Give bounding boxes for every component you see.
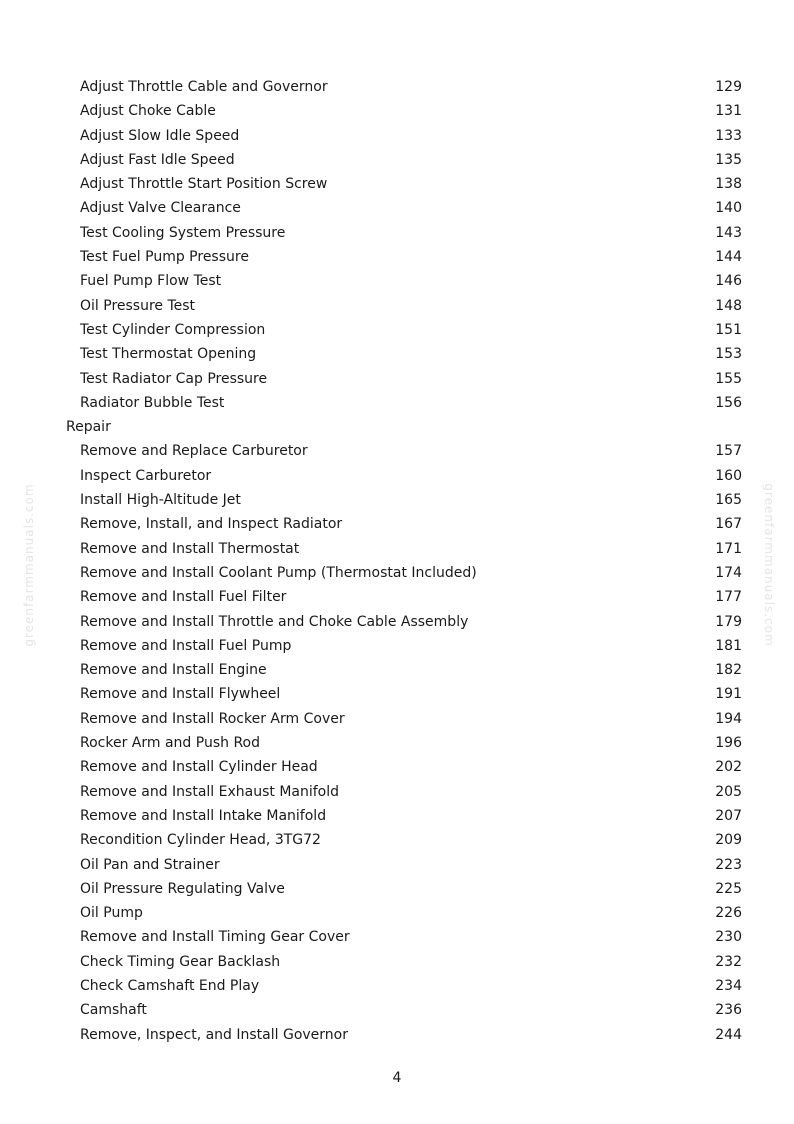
toc-entry [0,367,794,391]
toc-entry-page: 225 [715,880,742,897]
toc-entry [0,294,794,318]
toc-entry-title: Fuel Pump Flow Test [80,273,222,290]
toc-entry [0,391,794,415]
toc-entry-page: 131 [715,103,742,120]
toc-entry-title: Oil Pan and Strainer [80,856,220,873]
toc-entry [0,172,794,196]
toc-entry [0,950,794,974]
table-of-contents [0,75,794,1047]
toc-entry-title: Inspect Carburetor [80,467,212,484]
toc-entry-title: Test Thermostat Opening [80,346,257,363]
toc-entry [0,99,794,123]
toc-entry [0,755,794,779]
toc-entry [0,682,794,706]
toc-entry-page: 202 [715,759,742,776]
toc-entry-page: 234 [715,977,742,994]
toc-entry-page: 181 [715,637,742,654]
toc-entry-title: Test Fuel Pump Pressure [80,249,249,266]
toc-entry-title: Remove and Install Cylinder Head [80,759,318,776]
toc-entry-page: 191 [715,686,742,703]
toc-entry [0,804,794,828]
section-title: Repair [66,419,111,436]
toc-entry [0,124,794,148]
toc-entry-title: Remove and Install Timing Gear Cover [80,929,350,946]
toc-entry-title: Adjust Throttle Cable and Governor [80,79,328,95]
toc-entry [0,658,794,682]
toc-entry [0,877,794,901]
toc-entry-page: 182 [715,662,742,679]
toc-entry-title: Check Camshaft End Play [80,977,260,994]
toc-entry-title: Test Cooling System Pressure [80,224,286,241]
toc-entry-page: 129 [715,79,742,95]
toc-entry-page: 153 [715,346,742,363]
toc-entry-title: Remove and Install Coolant Pump (Thermostat Included) [80,564,477,581]
toc-entry-title: Adjust Valve Clearance [80,200,241,217]
toc-entry-page: 140 [715,200,742,217]
toc-entry-title: Remove and Install Intake Manifold [80,807,327,824]
toc-entry [0,780,794,804]
toc-entry-page: 226 [715,905,742,922]
toc-entry [0,853,794,877]
toc-entry-page: 205 [715,783,742,800]
toc-entry-page: 148 [715,297,742,314]
toc-entry-title: Camshaft [80,1002,147,1019]
toc-entry-page: 160 [715,467,742,484]
toc-entry-title: Test Radiator Cap Pressure [80,370,268,387]
toc-entry [0,512,794,536]
toc-entry-title: Remove and Install Thermostat [80,540,300,557]
toc-entry-title: Remove and Replace Carburetor [80,443,308,460]
toc-entry-page: 165 [715,492,742,509]
toc-entry-title: Oil Pump [80,905,143,922]
toc-entry-page: 177 [715,589,742,606]
toc-entry [0,196,794,220]
toc-entry-title: Remove and Install Exhaust Manifold [80,783,340,800]
toc-entry [0,1023,794,1047]
toc-entry-page: 174 [715,564,742,581]
watermark-left: greenfarmmanuals.com [22,483,36,647]
toc-section-heading [0,415,794,439]
toc-entry-title: Remove and Install Fuel Filter [80,589,287,606]
toc-entry-page: 143 [715,224,742,241]
toc-entry-title: Check Timing Gear Backlash [80,953,281,970]
toc-entry-page: 167 [715,516,742,533]
toc-entry-page: 207 [715,807,742,824]
toc-entry-title: Remove and Install Rocker Arm Cover [80,710,345,727]
toc-entry-title: Adjust Slow Idle Speed [80,127,240,144]
toc-entry-title: Install High-Altitude Jet [80,492,241,509]
toc-entry-title: Remove and Install Engine [80,662,267,679]
toc-entry [0,610,794,634]
toc-entry-page: 144 [715,249,742,266]
toc-entry-page: 157 [715,443,742,460]
toc-entry [0,342,794,366]
toc-entry-title: Oil Pressure Test [80,297,196,314]
toc-entry [0,148,794,172]
toc-entry [0,925,794,949]
toc-entry-page: 138 [715,176,742,193]
toc-entry [0,537,794,561]
toc-entry-page: 133 [715,127,742,144]
toc-entry-page: 209 [715,832,742,849]
toc-entry-page: 179 [715,613,742,630]
toc-entry [0,585,794,609]
toc-entry-page: 230 [715,929,742,946]
toc-entry-title: Adjust Throttle Start Position Screw [80,176,328,193]
toc-entry-page: 196 [715,735,742,752]
toc-entry-page: 223 [715,856,742,873]
toc-entry [0,439,794,463]
toc-entry-title: Remove and Install Flywheel [80,686,281,703]
toc-entry-title: Adjust Fast Idle Speed [80,151,235,168]
toc-entry-title: Rocker Arm and Push Rod [80,735,260,752]
toc-entry [0,561,794,585]
toc-entry-page: 171 [715,540,742,557]
toc-entry-title: Remove, Install, and Inspect Radiator [80,516,343,533]
toc-entry [0,828,794,852]
toc-entry-title: Oil Pressure Regulating Valve [80,880,285,897]
toc-entry [0,75,794,99]
toc-entry-page: 155 [715,370,742,387]
toc-entry [0,707,794,731]
toc-entry [0,269,794,293]
toc-entry-page: 232 [715,953,742,970]
toc-entry [0,488,794,512]
toc-entry-page: 135 [715,151,742,168]
toc-entry [0,998,794,1022]
toc-entry-title: Recondition Cylinder Head, 3TG72 [80,832,321,849]
toc-entry-page: 194 [715,710,742,727]
toc-entry [0,731,794,755]
toc-entry [0,974,794,998]
toc-entry-page: 151 [715,321,742,338]
toc-entry [0,901,794,925]
toc-entry-title: Remove and Install Throttle and Choke Cable Assembly [80,613,469,630]
toc-entry-title: Remove, Inspect, and Install Governor [80,1026,348,1043]
toc-entry [0,221,794,245]
toc-entry-page: 146 [715,273,742,290]
toc-entry [0,245,794,269]
watermark-right: greenfarmmanuals.com [762,483,776,647]
toc-entry [0,634,794,658]
toc-entry-title: Test Cylinder Compression [80,321,266,338]
toc-entry-title: Remove and Install Fuel Pump [80,637,292,654]
toc-entry-title: Adjust Choke Cable [80,103,216,120]
toc-entry [0,318,794,342]
page-number: 4 [392,1070,402,1086]
toc-entry-page: 156 [715,394,742,411]
toc-entry [0,464,794,488]
toc-entry-page: 244 [715,1026,742,1043]
toc-entry-title: Radiator Bubble Test [80,394,225,411]
toc-entry-page: 236 [715,1002,742,1019]
